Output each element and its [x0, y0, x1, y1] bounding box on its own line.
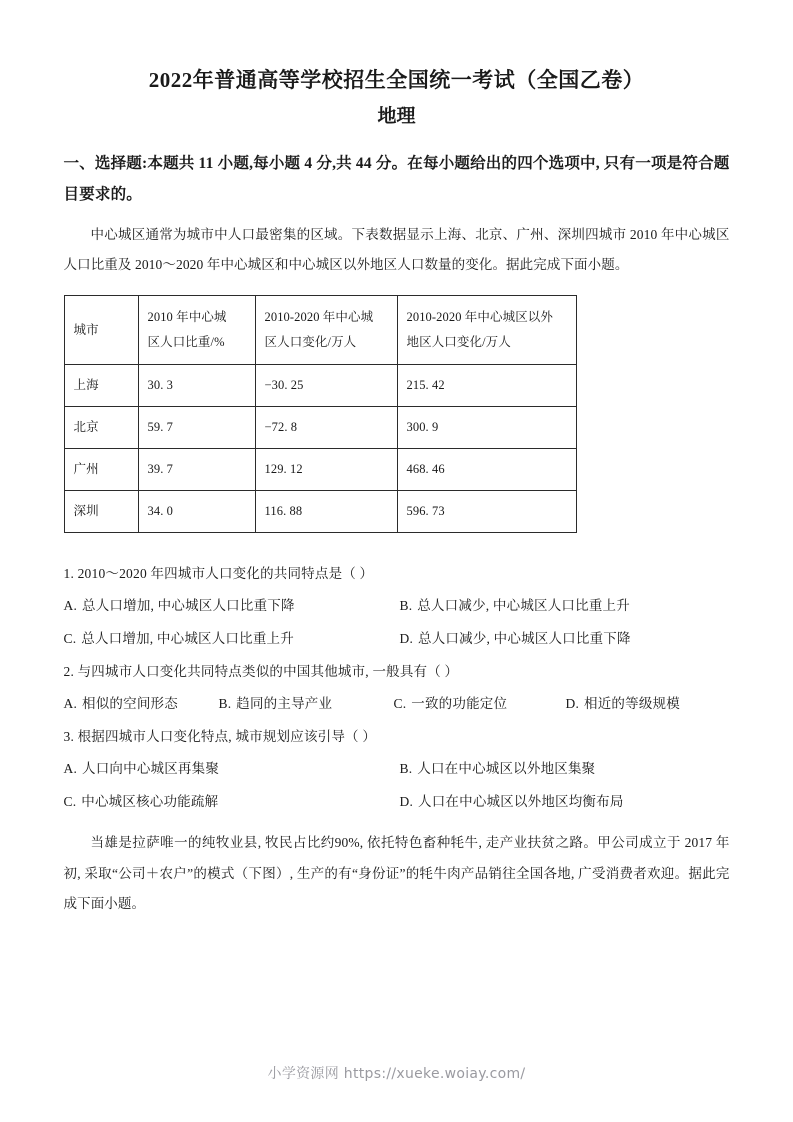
question-3-stem: 3. 根据四城市人口变化特点, 城市规划应该引导（ ）: [63, 728, 377, 744]
question-3-option-d[interactable]: [400, 791, 736, 813]
table-cell-outer-change: 300. 9: [397, 406, 576, 448]
option-label: C.: [393, 696, 407, 712]
table-header-city: 城市: [64, 295, 138, 364]
question-3-option-b[interactable]: [400, 758, 736, 780]
table-cell-share: 59. 7: [138, 406, 255, 448]
option-label: B.: [399, 598, 413, 614]
option-label: C.: [63, 793, 77, 809]
option-label: C.: [63, 630, 77, 646]
option-text: 相似的空间形态: [82, 696, 178, 712]
passage-1: 中心城区通常为城市中人口最密集的区域。下表数据显示上海、北京、广州、深圳四城市 2010 年中心城区人口比重及 2010～2020 年中心城区和中心城区以外地区人口数量的变化。据此完成下面小题。: [63, 226, 730, 273]
question-2-stem: 2. 与四城市人口变化共同特点类似的中国其他城市, 一般具有（ ）: [63, 663, 459, 679]
question-1-option-a[interactable]: [64, 595, 400, 617]
question-3-options-row-2: [64, 780, 730, 813]
question-1-options-row-2: [64, 617, 730, 650]
option-text: 总人口增加, 中心城区人口比重下降: [82, 598, 295, 614]
question-3-option-c[interactable]: [64, 791, 400, 813]
questions-list: [64, 563, 730, 813]
option-label: A.: [63, 598, 78, 614]
table-cell-core-change: 129. 12: [255, 448, 397, 490]
table-cell-city: 北京: [64, 406, 138, 448]
watermark: 小学资源网 https://xueke.woiay.com/: [267, 1066, 526, 1082]
table-cell-share: 39. 7: [138, 448, 255, 490]
table-cell-city: 广州: [64, 448, 138, 490]
option-text: 人口向中心城区再集聚: [82, 761, 220, 777]
table-cell-share: 30. 3: [138, 364, 255, 406]
option-label: D.: [399, 630, 414, 646]
table-header-core-change-line1: 2010-2020 年中心城: [264, 310, 374, 325]
question-2-option-c[interactable]: [394, 693, 566, 715]
body-content: [64, 130, 730, 920]
option-text: 总人口增加, 中心城区人口比重上升: [81, 630, 294, 646]
option-label: D.: [399, 793, 414, 809]
table-cell-share: 34. 0: [138, 490, 255, 532]
option-text: 趋同的主导产业: [236, 696, 333, 712]
table-header-outer-change: [397, 295, 576, 364]
table-cell-city: 深圳: [64, 490, 138, 532]
table-cell-core-change: −30. 25: [255, 364, 397, 406]
option-text: 一致的功能定位: [411, 696, 508, 712]
table-header-outer-change-line1: 2010-2020 年中心城区以外: [406, 310, 553, 325]
question-1-option-d[interactable]: [400, 628, 736, 650]
population-table: [64, 295, 577, 533]
table-body: [64, 364, 576, 532]
question-2-option-d[interactable]: [566, 693, 726, 715]
page-subtitle: 地理: [377, 106, 416, 128]
table-header-row: [64, 295, 576, 364]
table-header-share-2010-line2: 区人口比重/%: [147, 334, 225, 349]
table-header-share-2010: [138, 295, 255, 364]
option-text: 中心城区核心功能疏解: [81, 793, 219, 809]
question-1-option-c[interactable]: [64, 628, 400, 650]
passage-2: 当雄是拉萨唯一的纯牧业县, 牧民占比约90%, 依托特色畜种牦牛, 走产业扶贫之路。甲公司成立于 2017 年初, 采取“公司＋农户”的模式（下图）, 生产的有“身份证”的牦牛肉产品销往全国各地, 广受消费者欢迎。据此完成下面小题。: [63, 835, 730, 912]
option-text: 人口在中心城区以外地区集聚: [417, 761, 596, 777]
option-label: A.: [63, 696, 78, 712]
option-label: B.: [218, 696, 232, 712]
table-row: [64, 364, 576, 406]
table-header-share-2010-line1: 2010 年中心城: [147, 310, 227, 325]
table-cell-city: 上海: [64, 364, 138, 406]
question-3-options-row-1: [64, 747, 730, 780]
page-title: 2022年普通高等学校招生全国统一考试（全国乙卷）: [148, 68, 645, 92]
option-label: A.: [63, 761, 78, 777]
table-header-outer-change-line2: 地区人口变化/万人: [406, 334, 511, 349]
table-row: [64, 406, 576, 448]
option-text: 总人口减少, 中心城区人口比重上升: [417, 598, 630, 614]
table-cell-outer-change: 596. 73: [397, 490, 576, 532]
option-text: 总人口减少, 中心城区人口比重下降: [418, 630, 631, 646]
table-cell-outer-change: 215. 42: [397, 364, 576, 406]
table-header: [64, 295, 576, 364]
question-3-option-a[interactable]: [64, 758, 400, 780]
question-1-options-row-1: [64, 584, 730, 617]
table-row: [64, 490, 576, 532]
question-2-options-row-1: [64, 682, 730, 715]
option-text: 相近的等级规模: [584, 696, 680, 712]
table-cell-core-change: −72. 8: [255, 406, 397, 448]
table-cell-core-change: 116. 88: [255, 490, 397, 532]
option-label: D.: [565, 696, 580, 712]
table-header-core-change: [255, 295, 397, 364]
section-instruction: 一、选择题:本题共 11 小题,每小题 4 分,共 44 分。在每小题给出的四个选项中, 只有一项是符合题目要求的。: [63, 154, 730, 203]
option-label: B.: [399, 761, 413, 777]
option-text: 人口在中心城区以外地区均衡布局: [418, 793, 624, 809]
question-1-stem: 1. 2010～2020 年四城市人口变化的共同特点是（ ）: [63, 565, 374, 581]
table-cell-outer-change: 468. 46: [397, 448, 576, 490]
table-row: [64, 448, 576, 490]
table-header-core-change-line2: 区人口变化/万人: [264, 334, 357, 349]
population-table-wrapper: [64, 295, 730, 533]
question-2-option-b[interactable]: [219, 693, 394, 715]
question-1-option-b[interactable]: [400, 595, 736, 617]
question-2-option-a[interactable]: [64, 693, 219, 715]
